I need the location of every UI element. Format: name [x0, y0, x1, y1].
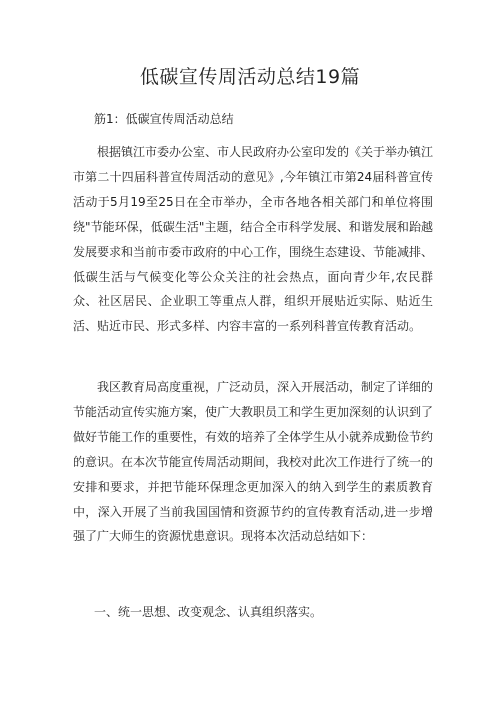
list-heading: 一、统一思想、改变观念、认真组织落实。	[94, 605, 323, 619]
paragraph: 我区教育局高度重视，广泛动员，深入开展活动，制定了详细的节能活动宣传实施方案，使广大教职员工和学生更加深刻的认识到了做好节能工作的重要性，有效的培养了全体学生从小就养成勤俭节约的意识。在本次节能宣传周活动期间，我校对此次工作进行了统一的安排和要求，并把节能环保理念更加深入的纳入到学生的素质教育中，深入开展了当前我国国情和资源节约的宣传教育活动,进一步增强了广大师生的资源忧患意识。现将本次活动总结如下：	[73, 380, 434, 544]
paragraph: 根据镇江市委办公室、市人民政府办公室印发的《关于举办镇江市第二十四届科普宣传周活动的意见》,今年镇江市第24届科普宣传活动于5月19至25日在全市举办，全市各地各相关部门和单位将围绕"节能环保，低碳生活"主题，结合全市科学发展、和谐发展和跆越发展要求和当前市委市政府的中心工作，围绕生态建设、节能减排、低碳生活与气候变化等公众关注的社会热点，面向青少年,农民群众、社区居民、企业职工等重点人群，组织开展贴近实际、贴近生活、贴近市民、形式多样、内容丰富的一系列科普宣传教育活动。	[73, 145, 434, 334]
section-heading: 筋1：低碳宣传周活动总结	[94, 112, 234, 126]
document-title: 低碳宣传周活动总结19篇	[139, 66, 361, 88]
